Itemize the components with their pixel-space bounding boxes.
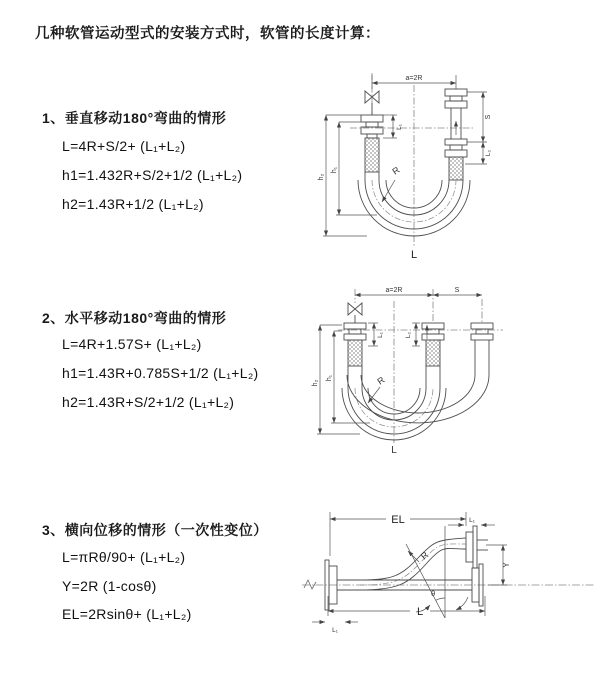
moved-hose-end-fitting	[471, 323, 493, 375]
valve-symbol	[348, 303, 362, 323]
dim-label-l1: L₁	[377, 332, 384, 338]
middle-hose-end-fitting	[422, 323, 444, 388]
dim-label-h2: h₂	[312, 379, 319, 387]
dim-label-s: S	[485, 114, 492, 120]
section-3-formula-EL: EL=2Rsinθ+ (L₁+L₂)	[62, 606, 192, 622]
diagram-lateral-displacement	[298, 496, 600, 656]
theta-label: θ	[431, 589, 436, 598]
diagram-vertical-180-bend	[315, 65, 595, 265]
centerlines	[302, 544, 594, 589]
section-2-heading: 2、水平移动180°弯曲的情形	[42, 310, 227, 326]
angle-construction	[406, 526, 468, 618]
break-mark	[304, 580, 316, 589]
dim-label-l2: L₂	[485, 149, 492, 157]
diagram-horizontal-180-bend	[308, 283, 595, 458]
section-3-heading: 3、横向位移的情形（一次性变位）	[42, 522, 268, 538]
dim-label-s: S	[454, 287, 460, 294]
section-2-formula-L: L=4R+1.57S+ (L₁+L₂)	[62, 336, 202, 352]
dim-label-h1: h₁	[326, 374, 333, 382]
length-label: L	[391, 445, 397, 456]
centerlines	[338, 289, 503, 443]
radius-label: R	[390, 164, 402, 177]
section-1-heading: 1、垂直移动180°弯曲的情形	[42, 110, 227, 126]
section-2-formula-h1: h1=1.43R+0.785S+1/2 (L₁+L₂)	[62, 365, 259, 381]
section-1-formula-h1: h1=1.432R+S/2+1/2 (L₁+L₂)	[62, 167, 243, 183]
l1-top-dim-label: L₁	[469, 517, 475, 524]
section-2-formula-h2: h2=1.43R+S/2+1/2 (L₁+L₂)	[62, 394, 235, 410]
dim-label-h1: h₁	[331, 166, 338, 174]
radius-label: R	[375, 374, 387, 387]
upper-flange-displaced	[466, 526, 488, 568]
dim-label-h2: h₂	[318, 173, 325, 181]
length-label: L	[410, 249, 418, 261]
radius-label: R	[418, 549, 431, 562]
dim-label-l1: L₁	[396, 124, 403, 130]
dimension-lines	[312, 512, 507, 622]
l1-bottom-dim-label: L₁	[332, 627, 338, 634]
page-title: 几种软管运动型式的安装方式时，软管的长度计算：	[35, 26, 380, 42]
section-3-formula-Y: Y=2R (1-cosθ)	[62, 578, 157, 594]
l-dim-label: L	[416, 606, 424, 618]
section-1-formula-L: L=4R+S/2+ (L₁+L₂)	[62, 138, 186, 154]
section-3-formula-L: L=πRθ/90+ (L₁+L₂)	[62, 549, 186, 565]
dim-label-a2r: a=2R	[405, 75, 423, 82]
left-hose-end-fitting	[361, 115, 383, 180]
dim-label-l2: L₂	[405, 331, 412, 339]
displaced-hose-curve	[360, 538, 466, 590]
dim-label-a2r: a=2R	[385, 287, 403, 294]
section-1-formula-h2: h2=1.43R+1/2 (L₁+L₂)	[62, 196, 204, 212]
el-dim-label: EL	[391, 514, 405, 526]
y-dim-label: Y	[502, 562, 511, 568]
